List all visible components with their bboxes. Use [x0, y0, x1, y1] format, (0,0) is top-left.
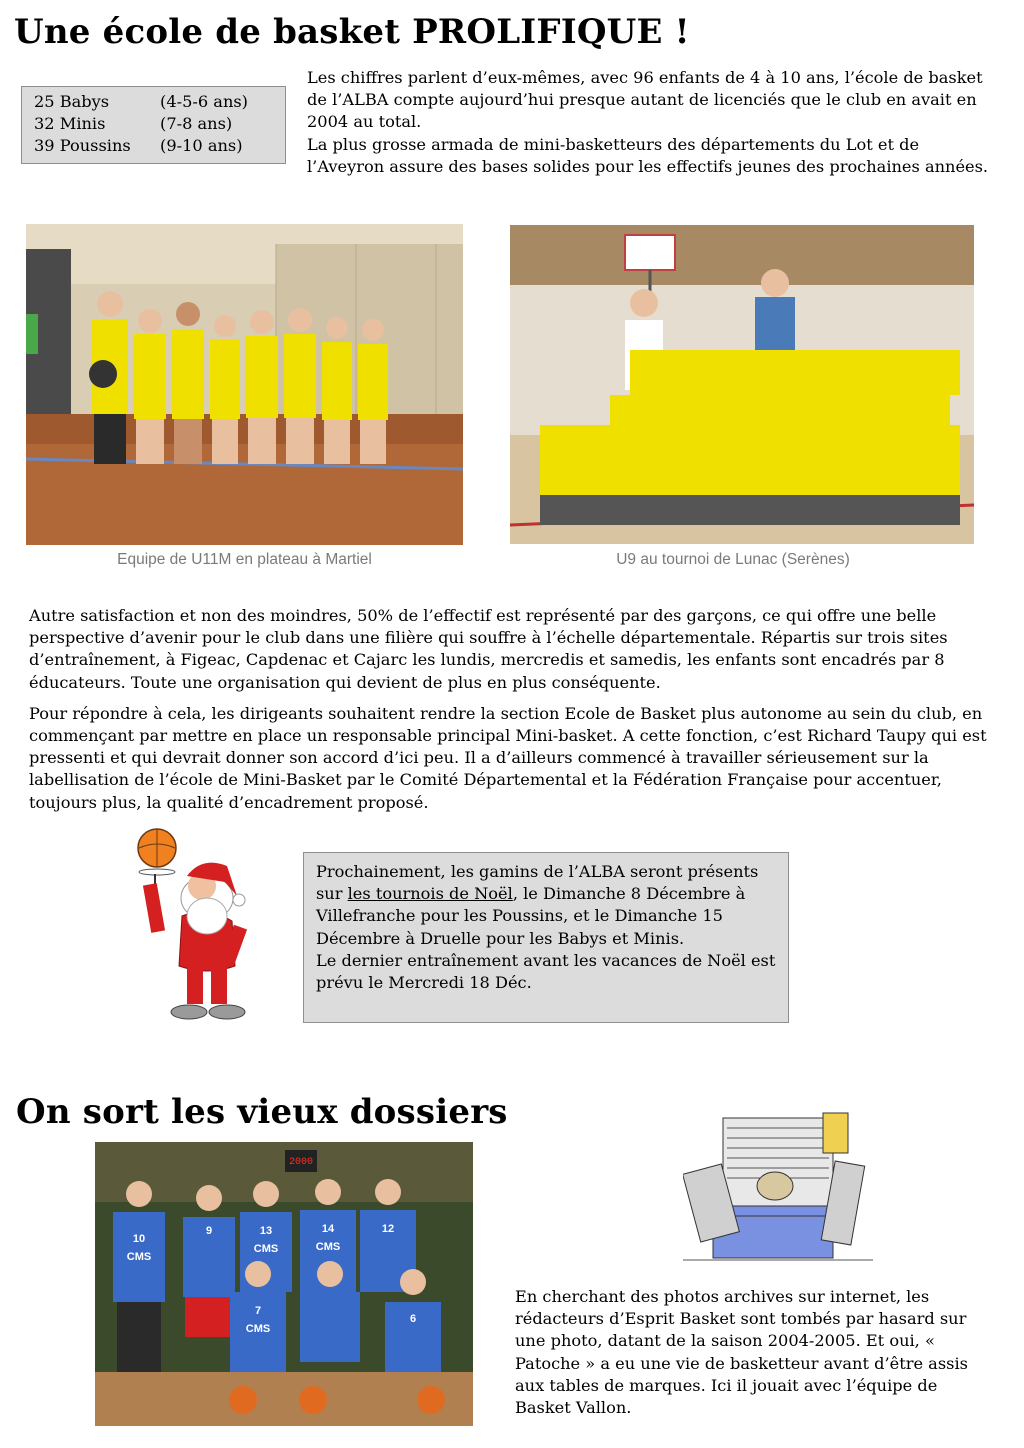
photo-archive-team: [95, 1142, 473, 1426]
jersey-number: 13: [259, 1225, 273, 1237]
archive-clip-art: [683, 1108, 873, 1268]
stats-ages: (7-8 ans): [160, 114, 233, 133]
photo2-caption: U9 au tournoi de Lunac (Serènes): [616, 551, 850, 568]
notice-text-end: , le Dimanche 8 Décembre à Villefranche pour les Poussins, et le Dimanche 15 Décembre à Druelle pour les Babys et Minis.: [316, 884, 746, 948]
notice-text-start: Prochainement, les gamins de l’ALBA seront présents sur: [316, 862, 759, 904]
stats-count: 25 Babys: [34, 92, 110, 111]
santa-clip-art: [127, 826, 257, 1024]
photo-u11m-illustration: [26, 224, 463, 545]
photo1-caption: Equipe de U11M en plateau à Martiel: [117, 551, 372, 568]
notice-paragraph: [316, 861, 776, 950]
jersey-logo: CMS: [245, 1323, 271, 1335]
scoreboard-text: 2000: [288, 1157, 314, 1168]
jersey-number: 6: [409, 1313, 417, 1325]
intro-paragraph-2: La plus grosse armada de mini-basketteurs des départements du Lot et de l’Aveyron assure des bases solides pour les effectifs jeunes des prochaines années.: [307, 134, 989, 176]
body-paragraph-2: Pour répondre à cela, les dirigeants souhaitent rendre la section Ecole de Basket plus autonome au sein du club, en commençant par mettre en place un responsable principal Mini-basket. A cette fonction, c’est Richard Taupy qui est pressenti et qui devrait donner son accord d’ici peu. Il a d’ailleurs commencé à travailler sérieusement sur la labellisation de l’école de Mini-Basket par le Comité Départemental et la Fédération Française pour accentuer, toujours plus, la qualité d’encadrement proposé.: [29, 703, 987, 812]
jersey-number: 14: [321, 1223, 335, 1235]
christmas-tournaments-link[interactable]: les tournois de Noël: [347, 884, 513, 904]
christmas-tournament-notice: [303, 852, 789, 1023]
jersey-logo: CMS: [315, 1241, 341, 1253]
section1-title: Une école de basket PROLIFIQUE !: [14, 12, 690, 52]
stats-ages: (9-10 ans): [160, 136, 243, 155]
stats-count: 39 Poussins: [34, 136, 131, 155]
jersey-number: 12: [381, 1223, 395, 1235]
intro-text: [307, 67, 997, 178]
body-paragraph-1: Autre satisfaction et non des moindres, 50% de l’effectif est représenté par des garçons, ce qui offre une belle perspective d’avenir pour le club dans une filière qui souffre à l’échelle départementale. Répartis sur trois sites d’entraînement, à Figeac, Capdenac et Cajarc les lundis, mercredis et samedis, les enfants sont encadrés par 8 éducateurs. Toute une organisation qui devient de plus en plus conséquente.: [29, 606, 948, 692]
stats-row-babys: [34, 91, 273, 113]
stats-ages: (4-5-6 ans): [160, 92, 248, 111]
archive-text: En cherchant des photos archives sur internet, les rédacteurs d’Esprit Basket sont tombés par hasard sur une photo, datant de la saison 2004-2005. Et oui, « Patoche » a eu une vie de basketteur avant d’être assis aux tables de marques. Ici il jouait avec l’équipe de Basket Vallon.: [515, 1287, 968, 1418]
jersey-number: 9: [205, 1225, 213, 1237]
stats-count: 32 Minis: [34, 114, 106, 133]
photo-u9-illustration: [510, 225, 974, 544]
stats-row-minis: [34, 113, 273, 135]
photo-u9-tournament: [510, 225, 974, 544]
photo-u11m-team: [26, 224, 463, 545]
jersey-number: 10: [132, 1233, 146, 1245]
stats-row-poussins: [34, 135, 273, 157]
archive-files-illustration: [683, 1108, 873, 1268]
jersey-logo: CMS: [253, 1243, 279, 1255]
enrollment-stats-box: [21, 86, 286, 164]
body-text: [29, 605, 994, 814]
intro-paragraph-1: Les chiffres parlent d’eux-mêmes, avec 96 enfants de 4 à 10 ans, l’école de basket de l’ALBA compte aujourd’hui presque autant de licenciés que le club en avait en 2004 au total.: [307, 68, 983, 132]
photo-archive-illustration: [95, 1142, 473, 1426]
notice-last-training: Le dernier entraînement avant les vacances de Noël est prévu le Mercredi 18 Déc.: [316, 950, 776, 993]
jersey-number: 7: [254, 1305, 262, 1317]
santa-basketball-illustration: [127, 826, 257, 1024]
jersey-logo: CMS: [126, 1251, 152, 1263]
section2-title: On sort les vieux dossiers: [16, 1092, 508, 1132]
